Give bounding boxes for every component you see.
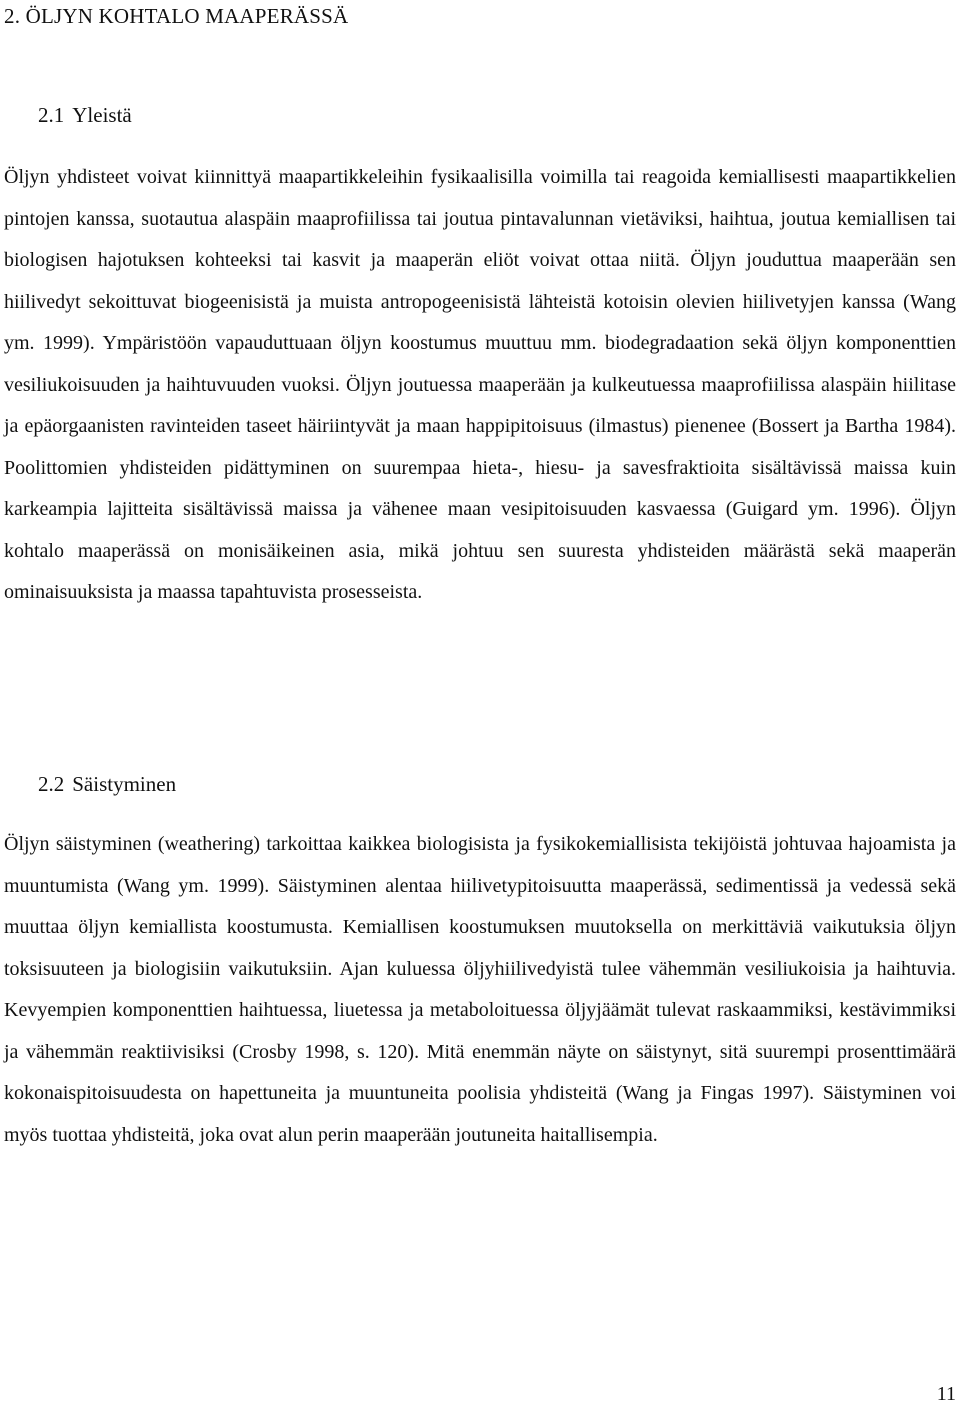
section-number: 2.2 — [38, 772, 65, 796]
chapter-title: 2. ÖLJYN KOHTALO MAAPERÄSSÄ — [4, 4, 349, 28]
section-paragraph-saistyminen: Öljyn säistyminen (weathering) tarkoittaa kaikkea biologisista ja fysikokemiallisista tekijöistä johtuvaa hajoamista ja muuntumista (Wang ym. 1999). Säistyminen alentaa hiilivetypitoisuutta maaperässä, sedimentissä ja vedessä sekä muuttaa öljyn kemiallista koostumusta. Kemiallisen koostumuksen muutoksella on merkittäviä vaikutuksia öljyn toksisuuteen ja biologisiin vaikutuksiin. Ajan kuluessa öljyhiilivedyistä tulee vähemmän vesiliukoisia ja haihtuvia. Kevyempien komponenttien haihtuessa, liuetessa ja metaboloituessa öljyjäämät tulevat raskaammiksi, kestävimmiksi ja vähemmän reaktiivisiksi (Crosby 1998, s. 120). Mitä enemmän näyte on säistynyt, sitä suurempi prosenttimäärä kokonaispitoisuudesta on hapettuneita ja muuntuneita poolisia yhdisteitä (Wang ja Fingas 1997). Säistyminen voi myös tuottaa yhdisteitä, joka ovat alun perin maaperään joutuneita haitallisempia. — [4, 833, 956, 1146]
section-number: 2.1 — [38, 103, 65, 127]
section-heading-saistyminen — [38, 770, 176, 798]
page-number: 11 — [936, 1383, 956, 1405]
section-heading-text: Yleistä — [72, 103, 132, 127]
section-paragraph-yleista: Öljyn yhdisteet voivat kiinnittyä maapartikkeleihin fysikaalisilla voimilla tai reagoida kemiallisesti maapartikkelien pintojen kanssa, suotautua alaspäin maaprofiilissa tai joutua pintavalunnan vietäviksi, haihtua, joutua kemiallisen tai biologisen hajotuksen kohteeksi tai kasvit ja maaperän eliöt voivat ottaa niitä. Öljyn jouduttua maaperään sen hiilivedyt sekoittuvat biogeenisistä ja muista antropogeenisistä lähteistä kotoisin olevien hiilivetyjen kanssa (Wang ym. 1999). Ympäristöön vapauduttuaan öljyn koostumus muuttuu mm. biodegradaation sekä öljyn komponenttien vesiliukoisuuden ja haihtuvuuden vuoksi. Öljyn joutuessa maaperään ja kulkeutuessa maaprofiilissa alaspäin hiilitase ja epäorgaanisten ravinteiden taseet häiriintyvät ja maan happipitoisuus (ilmastus) pienenee (Bossert ja Bartha 1984). Poolittomien yhdisteiden pidättyminen on suurempaa hieta-, hiesu- ja savesfraktioita sisältävissä maissa kuin karkeampia lajitteita sisältävissä maissa ja vähenee maan vesipitoisuuden kasvaessa (Guigard ym. 1996). Öljyn kohtalo maaperässä on monisäikeinen asia, mikä johtuu sen suuresta yhdisteiden määrästä sekä maaperän ominaisuuksista ja maassa tapahtuvista prosesseista. — [4, 166, 956, 603]
section-heading-text: Säistyminen — [72, 772, 177, 796]
section-heading-yleista — [38, 101, 132, 129]
